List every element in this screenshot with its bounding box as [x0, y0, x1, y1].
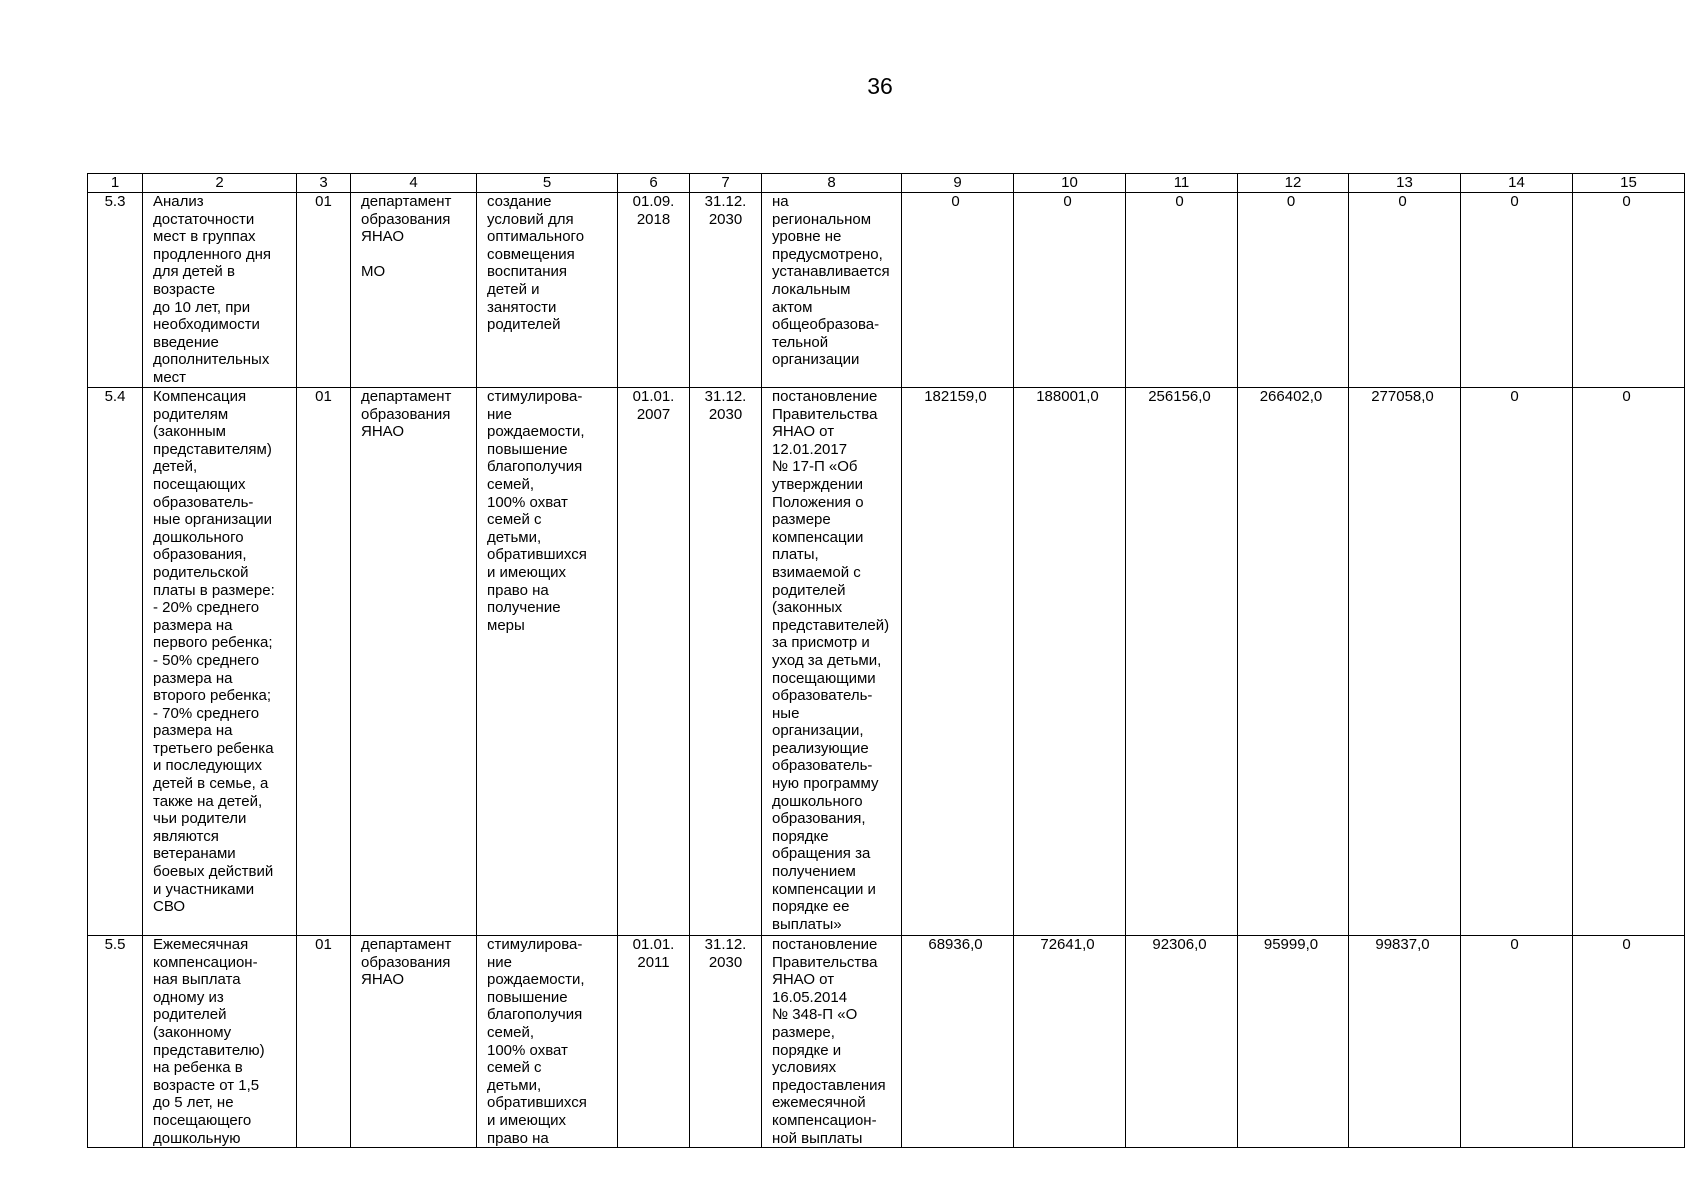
page-number: 36	[867, 73, 893, 99]
column-header: 5	[477, 174, 618, 193]
table-row	[88, 388, 1685, 936]
value-cell: 182159,0	[902, 388, 1014, 936]
row-number-cell: 5.5	[88, 936, 143, 1148]
value-cell: 0	[1461, 193, 1573, 388]
legal-basis-cell: на региональном уровне не предусмотрено, устанавливается локальным актом общеобразова- тельной организации	[762, 193, 902, 388]
column-header: 7	[690, 174, 762, 193]
table-row	[88, 936, 1685, 1148]
code-cell: 01	[297, 388, 351, 936]
value-cell: 0	[1573, 388, 1685, 936]
code-cell: 01	[297, 936, 351, 1148]
column-header: 10	[1014, 174, 1126, 193]
executor-cell: департамент образования ЯНАО	[351, 936, 477, 1148]
value-cell: 266402,0	[1238, 388, 1349, 936]
activity-name-cell: Анализ достаточности мест в группах продленного дня для детей в возрасте до 10 лет, при необходимости введение дополнительных мест	[143, 193, 297, 388]
value-cell: 256156,0	[1126, 388, 1238, 936]
value-cell: 277058,0	[1349, 388, 1461, 936]
row-number-cell: 5.3	[88, 193, 143, 388]
value-cell: 0	[1349, 193, 1461, 388]
value-cell: 0	[1014, 193, 1126, 388]
code-cell: 01	[297, 193, 351, 388]
value-cell: 0	[902, 193, 1014, 388]
executor-cell: департамент образования ЯНАО	[351, 388, 477, 936]
value-cell: 95999,0	[1238, 936, 1349, 1148]
column-header: 11	[1126, 174, 1238, 193]
program-activities-table	[87, 173, 1685, 1148]
start-date-cell: 01.01. 2011	[618, 936, 690, 1148]
start-date-cell: 01.01. 2007	[618, 388, 690, 936]
column-header: 9	[902, 174, 1014, 193]
legal-basis-cell: постановление Правительства ЯНАО от 12.01.2017 № 17-П «Об утверждении Положения о размере компенсации платы, взимаемой с родителей (законных представителей) за присмотр и уход за детьми, посещающими образователь- ные организации, реализующие образователь- ную программу дошкольного образования, порядке обращения за получением компенсации и порядке ее выплаты»	[762, 388, 902, 936]
activity-name-cell: Ежемесячная компенсацион- ная выплата одному из родителей (законному представителю) на ребенка в возрасте от 1,5 до 5 лет, не посещающего дошкольную	[143, 936, 297, 1148]
value-cell: 0	[1461, 388, 1573, 936]
value-cell: 0	[1573, 193, 1685, 388]
value-cell: 72641,0	[1014, 936, 1126, 1148]
row-number-cell: 5.4	[88, 388, 143, 936]
value-cell: 0	[1573, 936, 1685, 1148]
column-header: 2	[143, 174, 297, 193]
column-header: 14	[1461, 174, 1573, 193]
goal-cell: создание условий для оптимального совмещения воспитания детей и занятости родителей	[477, 193, 618, 388]
value-cell: 99837,0	[1349, 936, 1461, 1148]
value-cell: 188001,0	[1014, 388, 1126, 936]
legal-basis-cell: постановление Правительства ЯНАО от 16.05.2014 № 348-П «О размере, порядке и условиях предоставления ежемесячной компенсацион- ной выплаты	[762, 936, 902, 1148]
value-cell: 68936,0	[902, 936, 1014, 1148]
goal-cell: стимулирова- ние рождаемости, повышение благополучия семей, 100% охват семей с детьми, обратившихся и имеющих право на получение меры	[477, 388, 618, 936]
end-date-cell: 31.12. 2030	[690, 936, 762, 1148]
column-header: 8	[762, 174, 902, 193]
column-header: 4	[351, 174, 477, 193]
end-date-cell: 31.12. 2030	[690, 193, 762, 388]
column-header: 6	[618, 174, 690, 193]
value-cell: 0	[1461, 936, 1573, 1148]
value-cell: 92306,0	[1126, 936, 1238, 1148]
goal-cell: стимулирова- ние рождаемости, повышение благополучия семей, 100% охват семей с детьми, обратившихся и имеющих право на	[477, 936, 618, 1148]
start-date-cell: 01.09. 2018	[618, 193, 690, 388]
activity-name-cell: Компенсация родителям (законным представителям) детей, посещающих образователь- ные организации дошкольного образования, родительской платы в размере: - 20% среднего размера на первого ребенка; - 50% среднего размера на второго ребенка; - 70% среднего размера на третьего ребенка и последующих детей в семье, а также на детей, чьи родители являются ветеранами боевых действий и участниками СВО	[143, 388, 297, 936]
end-date-cell: 31.12. 2030	[690, 388, 762, 936]
value-cell: 0	[1126, 193, 1238, 388]
column-number-row	[88, 174, 1685, 193]
column-header: 3	[297, 174, 351, 193]
table-row	[88, 193, 1685, 388]
value-cell: 0	[1238, 193, 1349, 388]
column-header: 12	[1238, 174, 1349, 193]
column-header: 15	[1573, 174, 1685, 193]
column-header: 13	[1349, 174, 1461, 193]
column-header: 1	[88, 174, 143, 193]
executor-cell: департамент образования ЯНАО МО	[351, 193, 477, 388]
